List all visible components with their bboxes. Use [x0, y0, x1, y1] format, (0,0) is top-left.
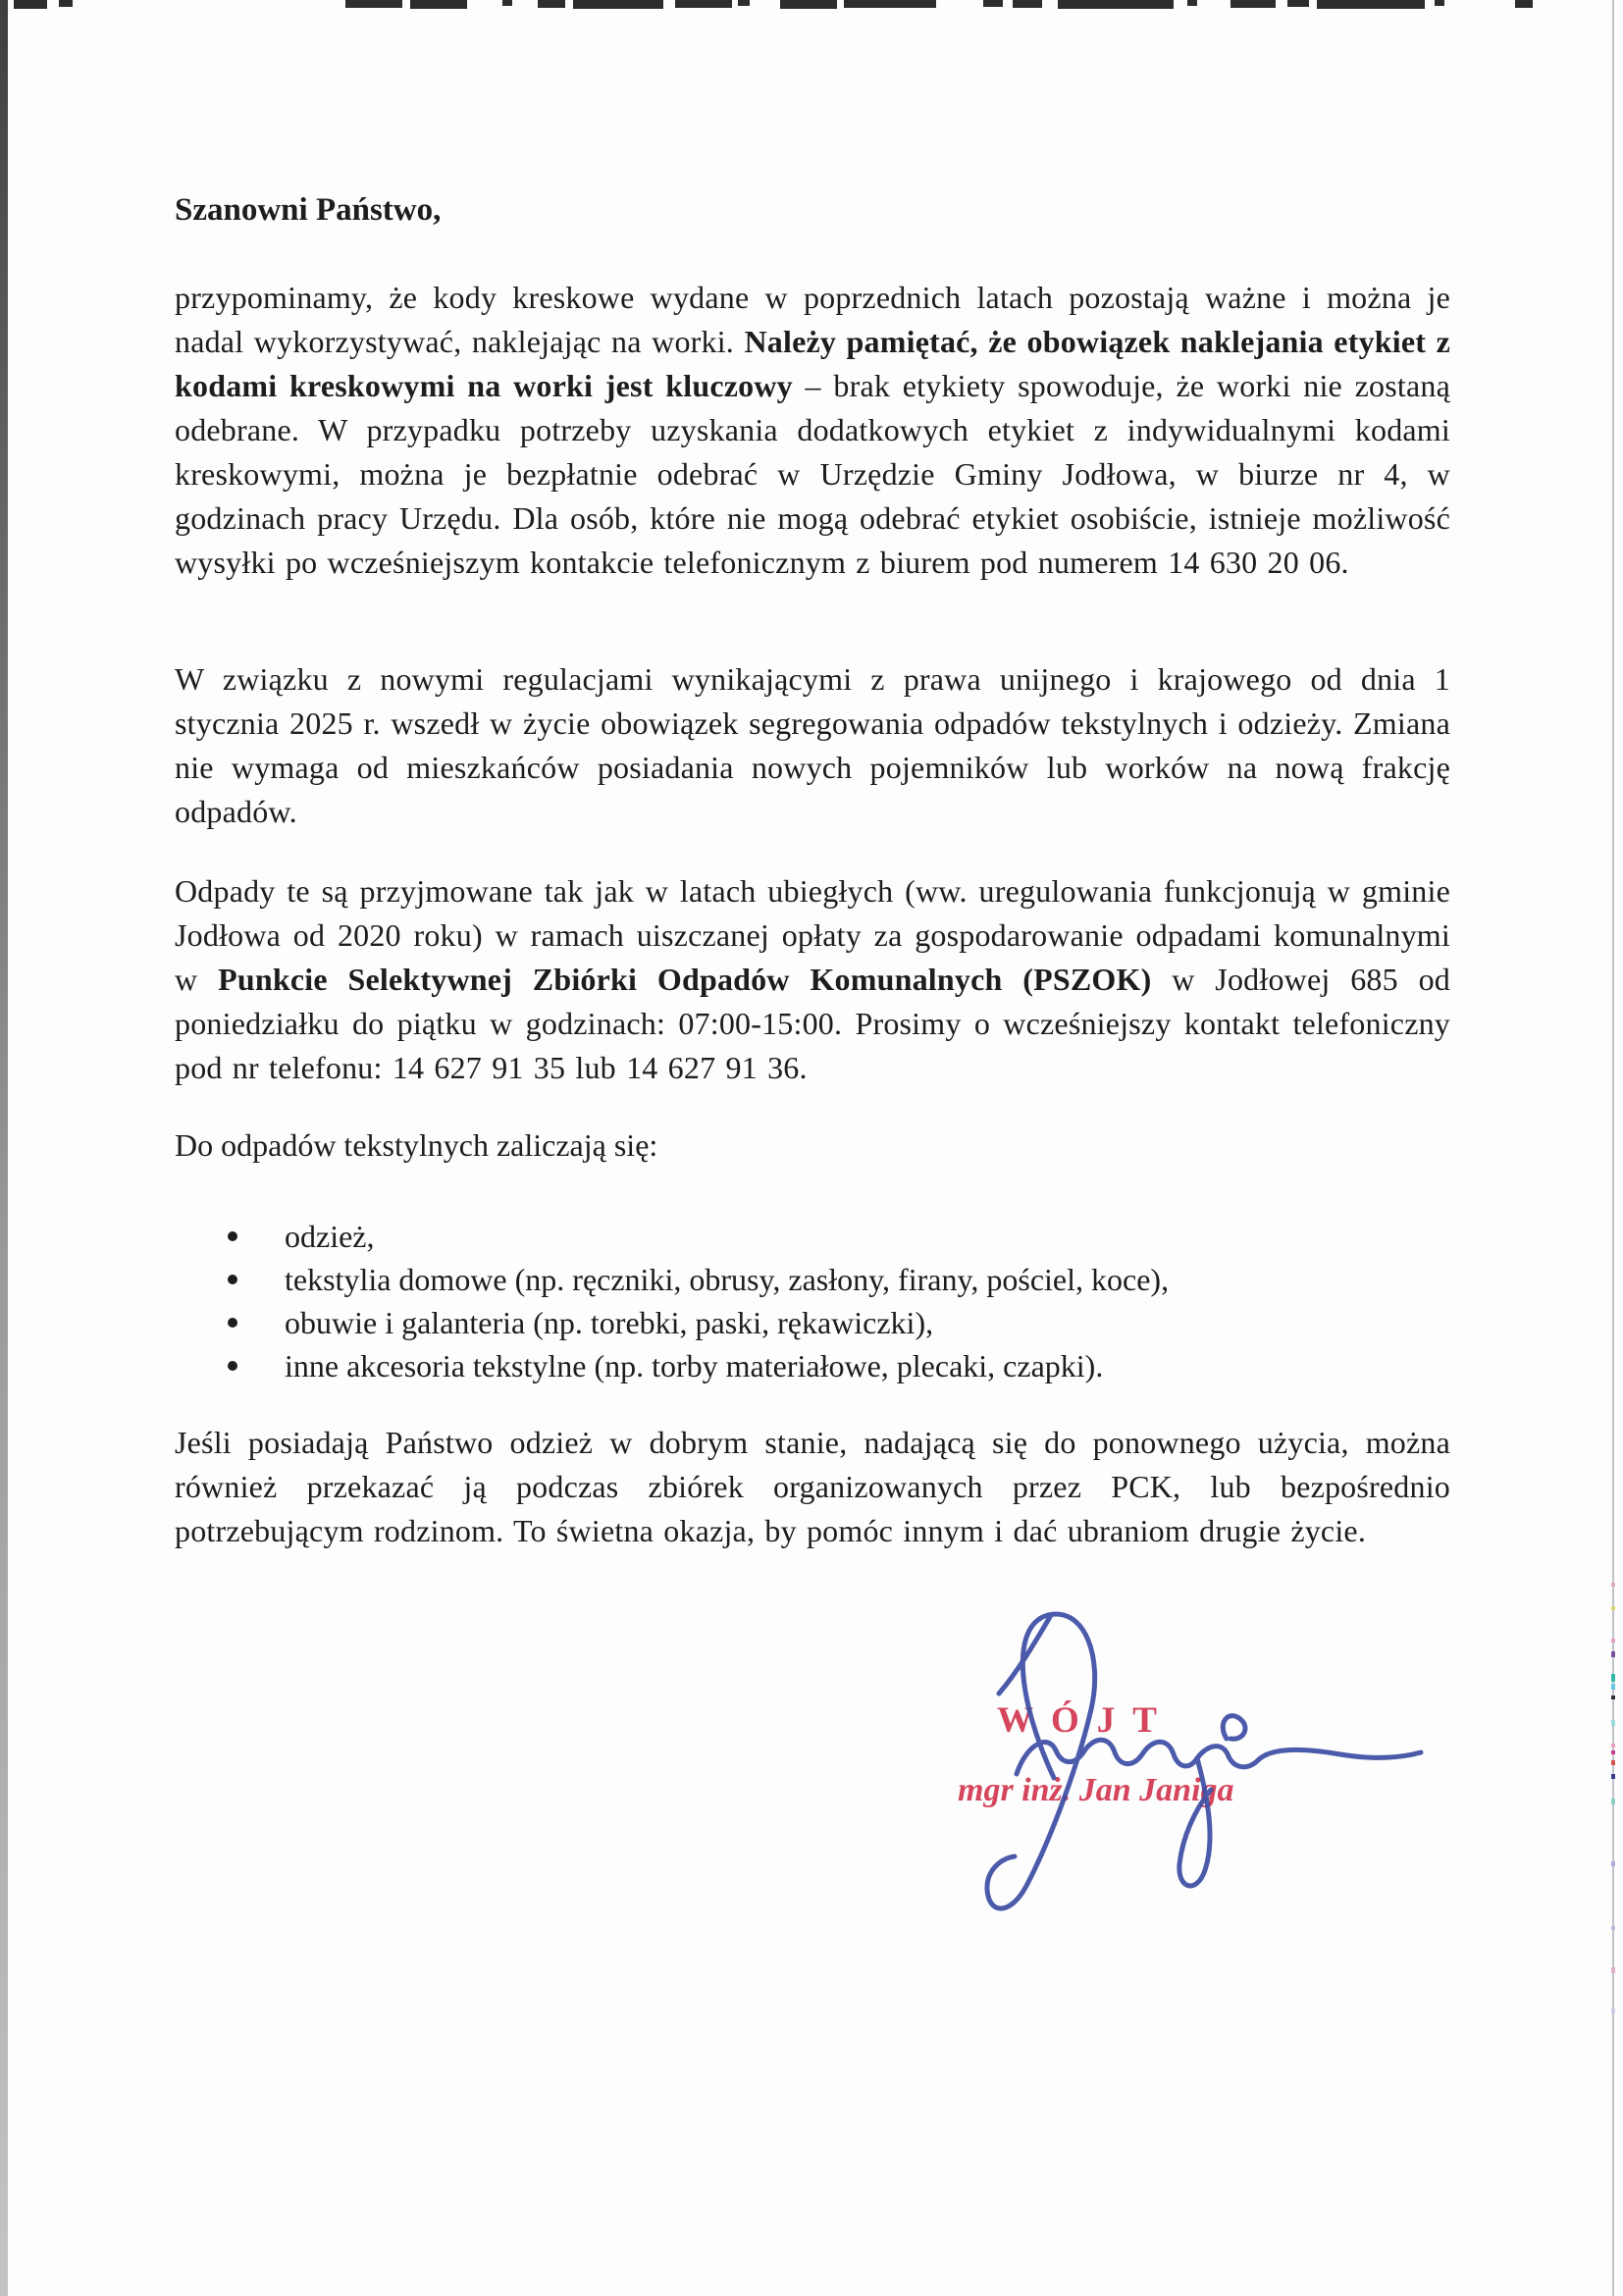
stamp-signer-name: mgr inż. Jan Janiga — [958, 1772, 1234, 1808]
bullet-icon — [228, 1361, 237, 1371]
text-run: przypominamy, że kody kreskowe wydane w poprzednich latach pozostają ważne i można je nadal wykorzystywać, naklejając na worki. — [175, 280, 1450, 359]
scan-artifact-top-edge — [0, 0, 1623, 9]
list-item — [175, 1301, 1450, 1344]
text-run: – brak etykiety spowoduje, że worki nie zostaną odebrane. W przypadku potrzeby uzyskania dodatkowych etykiet z indywidualnymi kodami kreskowymi, można je bezpłatnie odebrać w Urzędzie Gminy Jodłowa, w biurze nr 4, w godzinach pracy Urzędu. Dla osób, które nie mogą odebrać etykiet osobiście, istnieje możliwość wysyłki po wcześniejszym kontakcie telefonicznym z biurem pod numerem 14 630 20 06. — [175, 368, 1450, 580]
paragraph-donations: Jeśli posiadają Państwo odzież w dobrym stanie, nadającą się do ponownego użycia, można również przekazać ją podczas zbiórek organizowanych przez PCK, lub bezpośrednio potrzebującym rodzinom. To świetna okazja, by pomóc innym i dać ubraniom drugie życie. — [175, 1425, 1450, 1548]
list-item-label: inne akcesoria tekstylne (np. torby materiałowe, plecaki, czapki). — [285, 1348, 1104, 1383]
scan-artifact-right-edge — [1611, 0, 1615, 2296]
stamp-wojt-title: WÓJT — [997, 1700, 1175, 1741]
list-item-label: odzież, — [285, 1219, 375, 1254]
list-item-label: tekstylia domowe (np. ręczniki, obrusy, zasłony, firany, pościel, koce), — [285, 1262, 1170, 1297]
scan-artifact-left-edge — [0, 0, 8, 2296]
bullet-icon — [228, 1231, 237, 1241]
text-run: Odpady te są przyjmowane tak jak w latach ubiegłych (ww. uregulowania funkcjonują w gminie Jodłowa od 2020 roku) w ramach uiszczanej opłaty za gospodarowanie odpadami komunalnymi w — [175, 873, 1450, 997]
text-run-bold: Punkcie Selektywnej Zbiórki Odpadów Komunalnych (PSZOK) — [218, 962, 1152, 997]
signature-stroke — [1017, 1740, 1421, 1774]
list-item — [175, 1258, 1450, 1301]
paragraph-pszok — [175, 869, 1450, 1090]
list-item-label: obuwie i galanteria (np. torebki, paski, rękawiczki), — [285, 1305, 934, 1340]
bullet-icon — [228, 1275, 237, 1284]
text-run: w Jodłowej 685 od poniedziałku do piątku w godzinach: 07:00-15:00. Prosimy o wcześniejszy kontakt telefoniczny pod nr telefonu: 14 627 91 35 lub 14 627 91 36. — [175, 962, 1450, 1085]
list-item — [175, 1215, 1450, 1258]
text-run-bold: Należy pamiętać, że obowiązek naklejania etykiet z kodami kreskowymi na worki jest kluczowy — [175, 324, 1450, 403]
handwritten-signature — [932, 1590, 1482, 1962]
bullet-icon — [228, 1318, 237, 1328]
list-item — [175, 1344, 1450, 1387]
signature-stroke — [1179, 1758, 1211, 1886]
scan-right-rail — [1612, 0, 1614, 2296]
paragraph-regulations: W związku z nowymi regulacjami wynikającymi z prawa unijnego i krajowego od dnia 1 stycznia 2025 r. wszedł w życie obowiązek segregowania odpadów tekstylnych i odzieży. Zmiana nie wymaga od mieszkańców posiadania nowych pojemników lub worków na nową frakcję odpadów. — [175, 661, 1450, 829]
signature-stroke — [987, 1614, 1095, 1908]
salutation: Szanowni Państwo, — [175, 192, 442, 228]
list-intro: Do odpadów tekstylnych zaliczają się: — [175, 1127, 658, 1163]
paragraph-barcodes — [175, 276, 1450, 585]
textile-waste-list — [175, 1215, 1450, 1387]
signature-stroke — [1223, 1716, 1245, 1740]
